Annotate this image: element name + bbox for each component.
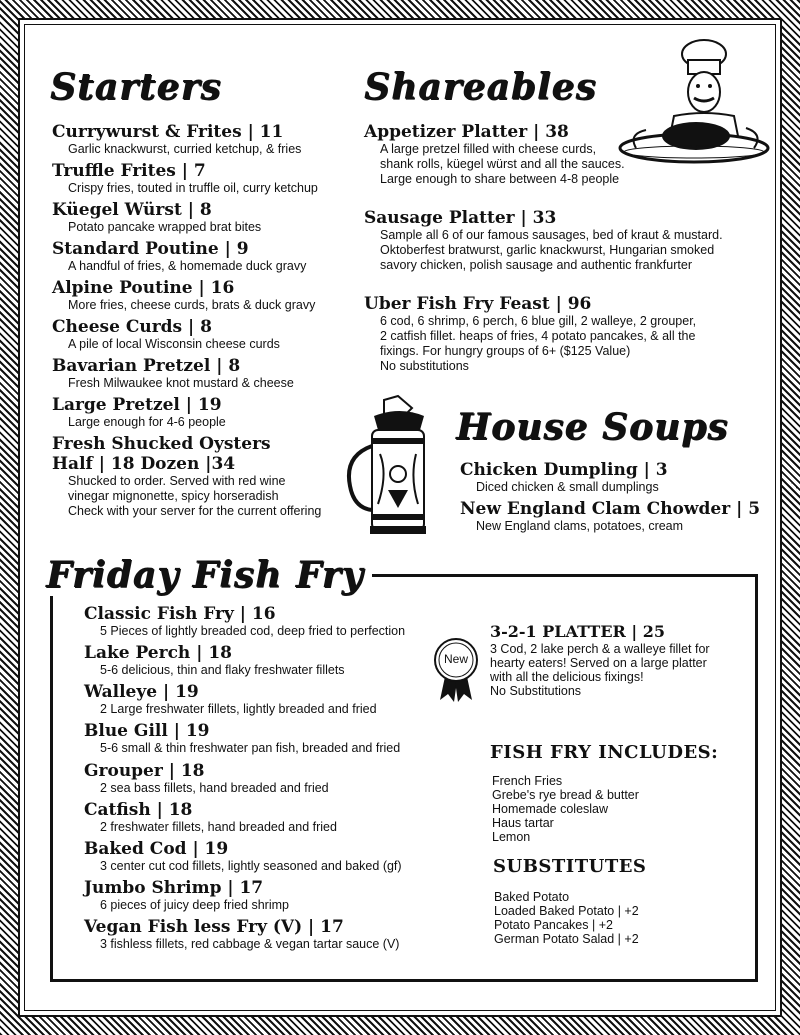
item-desc: 5-6 small & thin freshwater pan fish, breaded and fried: [100, 741, 401, 755]
item-name: Blue Gill | 19: [84, 721, 210, 741]
house-soups-title: House Soups: [456, 406, 729, 448]
menu-item: [84, 604, 405, 639]
menu-item: [84, 800, 337, 835]
item-desc: shank rolls, küegel würst and all the sauces.: [380, 157, 625, 171]
list-item: Baked Potato: [494, 890, 570, 904]
menu-item: [52, 122, 301, 157]
menu-item: [52, 278, 315, 313]
menu-item-special: [490, 622, 710, 698]
item-name: Bavarian Pretzel | 8: [52, 356, 241, 376]
item-desc: 2 sea bass fillets, hand breaded and fried: [100, 781, 329, 795]
item-name: Alpine Poutine | 16: [52, 278, 235, 298]
menu-item: [84, 721, 400, 756]
list-item: French Fries: [492, 774, 563, 788]
includes-list: [492, 774, 639, 844]
menu-item: [84, 839, 402, 874]
item-name: 3-2-1 PLATTER | 25: [490, 622, 666, 641]
item-desc: 3 fishless fillets, red cabbage & vegan tartar sauce (V): [100, 937, 400, 951]
item-desc: fixings. For hungry groups of 6+ ($125 Value): [380, 344, 631, 358]
list-item: Grebe's rye bread & butter: [492, 788, 639, 802]
item-desc: Large enough for 4-6 people: [68, 415, 226, 429]
item-name: Baked Cod | 19: [84, 839, 229, 859]
item-name: Küegel Würst | 8: [52, 200, 212, 220]
item-desc: A handful of fries, & homemade duck gravy: [68, 259, 307, 273]
item-desc: Crispy fries, touted in truffle oil, curry ketchup: [68, 181, 318, 195]
item-name: Classic Fish Fry | 16: [84, 604, 276, 624]
item-desc: Fresh Milwaukee knot mustard & cheese: [68, 376, 294, 390]
item-desc: Shucked to order. Served with red wine: [68, 474, 286, 488]
menu-item: [52, 317, 280, 352]
item-name: Chicken Dumpling | 3: [460, 460, 668, 480]
list-item: Lemon: [492, 830, 531, 844]
item-name: Jumbo Shrimp | 17: [84, 878, 264, 898]
menu-item: [364, 294, 696, 374]
item-desc: Oktoberfest bratwurst, garlic knackwurst, Hungarian smoked: [380, 243, 715, 257]
menu-item: [460, 499, 760, 534]
item-name: Vegan Fish less Fry (V) | 17: [84, 917, 344, 937]
item-name: Sausage Platter | 33: [364, 208, 557, 228]
special-desc: [490, 642, 710, 698]
item-price: Half | 18 Dozen |34: [52, 454, 236, 474]
beer-stein-illustration: [344, 394, 440, 540]
item-desc: vinegar mignonette, spicy horseradish: [68, 489, 279, 503]
item-desc: 6 cod, 6 shrimp, 6 perch, 6 blue gill, 2 walleye, 2 grouper,: [380, 314, 697, 328]
substitutes-title: SUBSTITUTES: [493, 856, 647, 877]
desc-line: No Substitutions: [490, 684, 582, 698]
item-desc: More fries, cheese curds, brats & duck gravy: [68, 298, 316, 312]
desc-line: with all the delicious fixings!: [490, 670, 644, 684]
chef-illustration: [616, 36, 772, 186]
item-desc: 6 pieces of juicy deep fried shrimp: [100, 898, 289, 912]
item-name: Fresh Shucked Oysters: [52, 434, 271, 454]
item-desc: Garlic knackwurst, curried ketchup, & fries: [68, 142, 302, 156]
menu-item: [52, 356, 294, 391]
item-name: Large Pretzel | 19: [52, 395, 222, 415]
shareables-title: Shareables: [364, 66, 597, 108]
item-desc: 2 freshwater fillets, hand breaded and fried: [100, 820, 337, 834]
new-badge-label: New: [443, 652, 468, 666]
item-desc: A pile of local Wisconsin cheese curds: [68, 337, 280, 351]
item-desc: New England clams, potatoes, cream: [476, 519, 684, 533]
item-name: Lake Perch | 18: [84, 643, 232, 663]
item-desc: No substitutions: [380, 359, 469, 373]
item-name: Currywurst & Frites | 11: [52, 122, 284, 142]
menu-item: [84, 761, 329, 796]
list-item: Haus tartar: [492, 816, 554, 830]
desc-line: hearty eaters! Served on a large platter: [490, 656, 707, 670]
item-desc: Sample all 6 of our famous sausages, bed of kraut & mustard.: [380, 228, 723, 242]
includes-title: FISH FRY INCLUDES:: [490, 742, 719, 763]
desc-line: 3 Cod, 2 lake perch & a walleye fillet for: [490, 642, 710, 656]
fish-fry-box-top-rule: [348, 574, 758, 577]
list-item: German Potato Salad | +2: [494, 932, 639, 946]
item-name: Walleye | 19: [84, 682, 199, 702]
menu-item: [364, 122, 625, 187]
item-desc: 3 center cut cod fillets, lightly seasoned and baked (gf): [100, 859, 402, 873]
menu-item: [52, 239, 306, 274]
menu-item: [84, 682, 377, 717]
new-ribbon-badge: [432, 638, 480, 704]
list-item: Homemade coleslaw: [492, 802, 609, 816]
item-name: Standard Poutine | 9: [52, 239, 249, 259]
item-desc: 5-6 delicious, thin and flaky freshwater fillets: [100, 663, 345, 677]
menu-item: [52, 395, 226, 430]
item-name: Cheese Curds | 8: [52, 317, 212, 337]
item-desc: Large enough to share between 4-8 people: [380, 172, 620, 186]
item-desc: A large pretzel filled with cheese curds,: [380, 142, 597, 156]
item-name: Catfish | 18: [84, 800, 193, 820]
item-desc: Potato pancake wrapped brat bites: [68, 220, 262, 234]
starters-title: Starters: [50, 66, 222, 108]
item-desc: savory chicken, polish sausage and authentic frankfurter: [380, 258, 692, 272]
item-desc: 5 Pieces of lightly breaded cod, deep fried to perfection: [100, 624, 406, 638]
item-name: New England Clam Chowder | 5: [460, 499, 761, 519]
item-name: Uber Fish Fry Feast | 96: [364, 294, 592, 314]
menu-item: [364, 208, 723, 273]
menu-item: [460, 460, 668, 495]
item-desc: Diced chicken & small dumplings: [476, 480, 659, 494]
item-name: Appetizer Platter | 38: [364, 122, 569, 142]
item-desc: 2 catfish fillet. heaps of fries, 4 potato pancakes, & all the: [380, 329, 696, 343]
item-desc: Check with your server for the current offering: [68, 504, 322, 518]
menu-item: [52, 161, 318, 196]
list-item: Potato Pancakes | +2: [494, 918, 613, 932]
menu-item: [84, 878, 289, 913]
ribbon-icon: [432, 638, 480, 704]
menu-item: [84, 643, 345, 678]
item-desc: 2 Large freshwater fillets, lightly breaded and fried: [100, 702, 377, 716]
substitutes-list: [494, 890, 639, 946]
item-name: Truffle Frites | 7: [52, 161, 206, 181]
menu-item-oysters: [52, 434, 321, 519]
item-name: Grouper | 18: [84, 761, 205, 781]
list-item: Loaded Baked Potato | +2: [494, 904, 639, 918]
menu-item: [84, 917, 399, 952]
menu-item: [52, 200, 261, 235]
fish-fry-title: Friday Fish Fry: [46, 554, 372, 596]
